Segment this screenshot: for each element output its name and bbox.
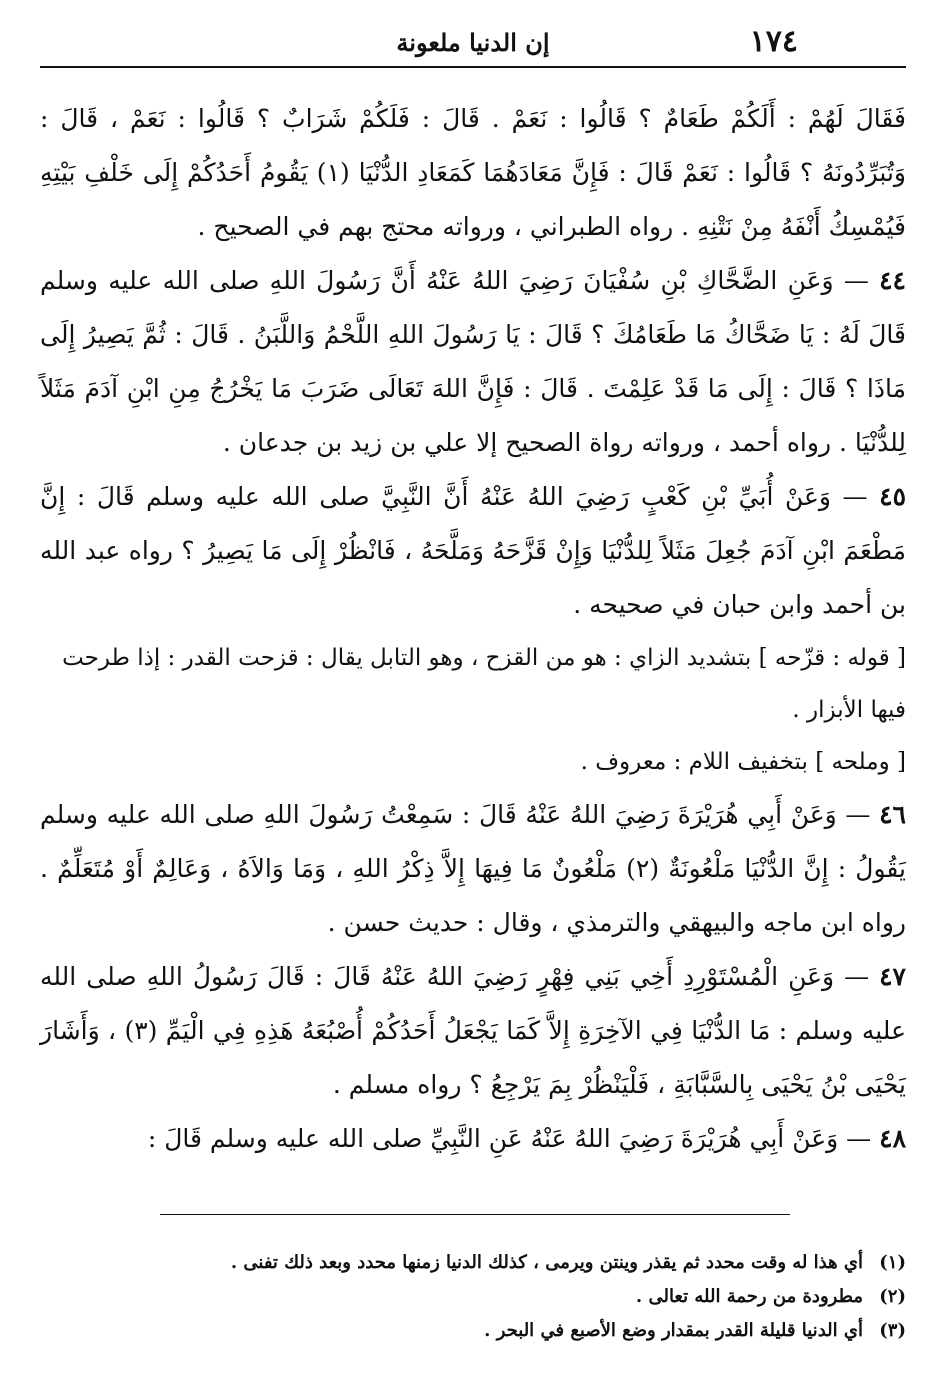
hadith-paragraph: ٤٥ — وَعَنْ أُبَيِّ بْنِ كَعْبٍ رَضِيَ اللهُ عَنْهُ أَنَّ النَّبِيَّ صلى الله عليه وسلم قَالَ : إِنَّ مَطْعَمَ ابْنِ آدَمَ جُعِلَ مَثَلاً لِلدُّنْيَا وَإِنْ قَزَّحَهُ وَمَلَّحَهُ ، فَانْظُرْ إِلَى مَا يَصِيرُ ؟ رواه عبد الله بن أحمد وابن حبان في صحيحه . [40,482,906,619]
footnote-mark: (٢) [879,1286,906,1307]
hadith-text: فَقَالَ لَهُمْ : أَلَكُمْ طَعَامٌ ؟ قَالُوا : نَعَمْ . قَالَ : فَلَكُمْ شَرَابٌ ؟ قَالُوا : نَعَمْ ، قَالَ : وَتُبَرِّدُونَهُ ؟ قَالُوا : نَعَمْ قَالَ : فَإِنَّ مَعَادَهُمَا كَمَعَادِ الدُّنْيَا (١) يَقُومُ أَحَدُكُمْ إِلَى خَلْفِ بَيْتِهِ فَيُمْسِكُ أَنْفَهُ مِنْ نَتْنِهِ . رواه الطبراني ، ورواته محتج بهم في الصحيح . [40,104,906,241]
hadith-paragraph: ٤٦ — وَعَنْ أَبِي هُرَيْرَةَ رَضِيَ اللهُ عَنْهُ قَالَ : سَمِعْتُ رَسُولَ اللهِ صلى الله عليه وسلم يَقُولُ : إِنَّ الدُّنْيَا مَلْعُونَةٌ (٢) مَلْعُونٌ مَا فِيهَا إِلاَّ ذِكْرُ اللهِ ، وَمَا وَالاَهُ ، وَعَالِمٌ أَوْ مُتَعَلِّمٌ . رواه ابن ماجه والبيهقي والترمذي ، وقال : حديث حسن . [40,800,906,937]
footnotes [40,1246,906,1348]
page-body [40,92,906,1166]
gloss-note: [ وملحه ] بتخفيف اللام : معروف . [580,749,906,775]
hadith-paragraph: ٤٨ — وَعَنْ أَبِي هُرَيْرَةَ رَضِيَ اللهُ عَنْهُ عَنِ النَّبِيِّ صلى الله عليه وسلم قَالَ : [147,1124,906,1153]
hadith-text: وَعَنْ أَبِي هُرَيْرَةَ رَضِيَ اللهُ عَنْهُ عَنِ النَّبِيِّ صلى الله عليه وسلم قَالَ : [147,1124,839,1153]
footnote-mark: (٣) [879,1320,906,1341]
hadith-text: وَعَنِ الْمُسْتَوْرِدِ أَخِي بَنِي فِهْرٍ رَضِيَ اللهُ عَنْهُ قَالَ : قَالَ رَسُولُ اللهِ صلى الله عليه وسلم : مَا الدُّنْيَا فِي الآخِرَةِ إِلاَّ كَمَا يَجْعَلُ أَحَدُكُمْ أُصْبُعَهُ هَذِهِ فِي الْيَمِّ (٣) ، وَأَشَارَ يَحْيَى بْنُ يَحْيَى بِالسَّبَّابَةِ ، فَلْيَنْظُرْ بِمَ يَرْجِعُ ؟ رواه مسلم . [40,962,906,1099]
page-number: ١٧٤ [749,24,798,59]
header-rule [40,66,906,68]
footnote-text: مطرودة من رحمة الله تعالى . [635,1286,863,1307]
hadith-paragraph [40,92,906,254]
hadith-number: ٤٧ [879,962,906,991]
hadith-number: ٤٨ [879,1124,906,1153]
footnote-text: أي هذا له وقت محدد ثم يقذر وينتن ويرمى ، كذلك الدنيا زمنها محدد وبعد ذلك تفنى . [230,1252,863,1273]
hadith-text: وَعَنْ أُبَيِّ بْنِ كَعْبٍ رَضِيَ اللهُ عَنْهُ أَنَّ النَّبِيَّ صلى الله عليه وسلم قَالَ : إِنَّ مَطْعَمَ ابْنِ آدَمَ جُعِلَ مَثَلاً لِلدُّنْيَا وَإِنْ قَزَّحَهُ وَمَلَّحَهُ ، فَانْظُرْ إِلَى مَا يَصِيرُ ؟ رواه عبد الله بن أحمد وابن حبان في صحيحه . [40,482,906,619]
footnote [40,1314,906,1348]
footnote-mark: (١) [879,1252,906,1273]
footnote-rule [160,1214,790,1215]
page-header [40,22,906,66]
hadith-text: وَعَنِ الضَّحَّاكِ بْنِ سُفْيَانَ رَضِيَ اللهُ عَنْهُ أَنَّ رَسُولَ اللهِ صلى الله عليه وسلم قَالَ لَهُ : يَا ضَحَّاكُ مَا طَعَامُكَ ؟ قَالَ : يَا رَسُولَ اللهِ اللَّحْمُ وَاللَّبَنُ . قَالَ : ثُمَّ يَصِيرُ إِلَى مَاذَا ؟ قَالَ : إِلَى مَا قَدْ عَلِمْتَ . قَالَ : فَإِنَّ اللهَ تَعَالَى ضَرَبَ مَا يَخْرُجُ مِنِ ابْنِ آدَمَ مَثَلاً لِلدُّنْيَا . رواه أحمد ، ورواته رواة الصحيح إلا علي بن زيد بن جدعان . [40,266,906,457]
footnote [40,1246,906,1280]
hadith-text: وَعَنْ أَبِي هُرَيْرَةَ رَضِيَ اللهُ عَنْهُ قَالَ : سَمِعْتُ رَسُولَ اللهِ صلى الله عليه وسلم يَقُولُ : إِنَّ الدُّنْيَا مَلْعُونَةٌ (٢) مَلْعُونٌ مَا فِيهَا إِلاَّ ذِكْرُ اللهِ ، وَمَا وَالاَهُ ، وَعَالِمٌ أَوْ مُتَعَلِّمٌ . رواه ابن ماجه والبيهقي والترمذي ، وقال : حديث حسن . [40,800,906,937]
hadith-paragraph: ٤٤ — وَعَنِ الضَّحَّاكِ بْنِ سُفْيَانَ رَضِيَ اللهُ عَنْهُ أَنَّ رَسُولَ اللهِ صلى الله عليه وسلم قَالَ لَهُ : يَا ضَحَّاكُ مَا طَعَامُكَ ؟ قَالَ : يَا رَسُولَ اللهِ اللَّحْمُ وَاللَّبَنُ . قَالَ : ثُمَّ يَصِيرُ إِلَى مَاذَا ؟ قَالَ : إِلَى مَا قَدْ عَلِمْتَ . قَالَ : فَإِنَّ اللهَ تَعَالَى ضَرَبَ مَا يَخْرُجُ مِنِ ابْنِ آدَمَ مَثَلاً لِلدُّنْيَا . رواه أحمد ، ورواته رواة الصحيح إلا علي بن زيد بن جدعان . [40,266,906,457]
hadith-number: ٤٥ [879,482,906,511]
running-title: إن الدنيا ملعونة [396,28,550,57]
hadith-paragraph: ٤٧ — وَعَنِ الْمُسْتَوْرِدِ أَخِي بَنِي فِهْرٍ رَضِيَ اللهُ عَنْهُ قَالَ : قَالَ رَسُولُ اللهِ صلى الله عليه وسلم : مَا الدُّنْيَا فِي الآخِرَةِ إِلاَّ كَمَا يَجْعَلُ أَحَدُكُمْ أُصْبُعَهُ هَذِهِ فِي الْيَمِّ (٣) ، وَأَشَارَ يَحْيَى بْنُ يَحْيَى بِالسَّبَّابَةِ ، فَلْيَنْظُرْ بِمَ يَرْجِعُ ؟ رواه مسلم . [40,962,906,1099]
gloss-note: [ قوله : قزّحه ] بتشديد الزاي : هو من القزح ، وهو التابل يقال : قزحت القدر : إذا طرحت فيها الأبزار . [62,645,906,723]
footnote [40,1280,906,1314]
footnote-text: أي الدنيا قليلة القدر بمقدار وضع الأصبع في البحر . [484,1320,863,1341]
hadith-number: ٤٤ [879,266,906,295]
hadith-number: ٤٦ [879,800,906,829]
